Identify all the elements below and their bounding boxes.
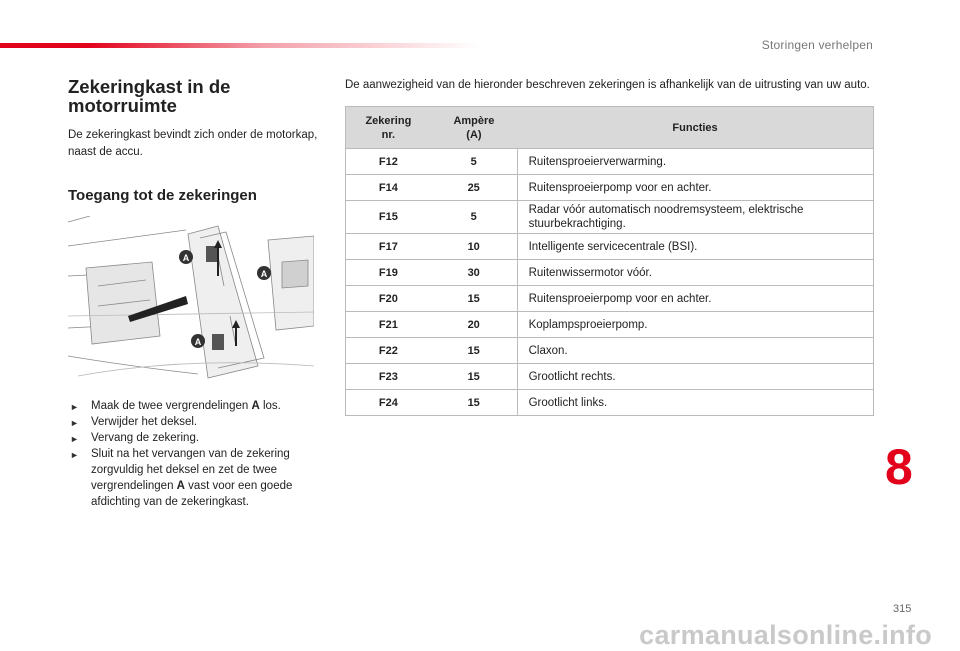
instruction-list bbox=[68, 398, 318, 510]
ampere-cell: 10 bbox=[431, 234, 517, 260]
page-title: Zekeringkast in de motorruimte bbox=[68, 76, 231, 116]
bullet-triangle-icon: ► bbox=[70, 450, 79, 460]
intro-text: De zekeringkast bevindt zich onder de motorkap, naast de accu. bbox=[68, 129, 318, 158]
ampere-cell: 15 bbox=[431, 364, 517, 390]
bullet-triangle-icon: ► bbox=[70, 402, 79, 412]
fuse-cell: F12 bbox=[346, 149, 431, 175]
table-row bbox=[346, 201, 874, 234]
table-row bbox=[346, 390, 874, 416]
label-a-text: A bbox=[194, 337, 202, 347]
fuse-cell: F19 bbox=[346, 260, 431, 286]
fuse-cell: F24 bbox=[346, 390, 431, 416]
step-item bbox=[68, 398, 318, 414]
step-text: Verwijder het deksel. bbox=[91, 416, 198, 428]
header-accent-bar bbox=[0, 43, 480, 48]
step-text: Vervang de zekering. bbox=[91, 432, 200, 444]
fuse-cell: F17 bbox=[346, 234, 431, 260]
table-row bbox=[346, 286, 874, 312]
step-item bbox=[68, 414, 318, 430]
step-text-after: vast voor een goede afdichting van de zekeringkast. bbox=[91, 480, 293, 508]
fuse-table bbox=[345, 106, 874, 416]
ampere-cell: 25 bbox=[431, 175, 517, 201]
fusebox-drawing bbox=[68, 216, 314, 388]
function-cell: Radar vóór automatisch noodremsysteem, elektrische stuurbekrachtiging. bbox=[517, 201, 873, 234]
header-fuse-number: Zekering nr. bbox=[346, 107, 431, 149]
table-header-row bbox=[346, 107, 874, 149]
table-row bbox=[346, 260, 874, 286]
function-cell: Grootlicht links. bbox=[517, 390, 873, 416]
fuse-cell: F14 bbox=[346, 175, 431, 201]
section-title: Storingen verhelpen bbox=[761, 38, 873, 52]
function-cell: Ruitensproeierpomp voor en achter. bbox=[517, 175, 873, 201]
fusebox-illustration bbox=[68, 216, 314, 388]
label-a-text: A bbox=[182, 253, 190, 263]
fuse-cell: F15 bbox=[346, 201, 431, 234]
step-bold: A bbox=[176, 480, 185, 492]
function-cell: Grootlicht rechts. bbox=[517, 364, 873, 390]
step-text: Maak de twee vergrendelingen bbox=[91, 400, 252, 412]
ampere-cell: 5 bbox=[431, 201, 517, 234]
fuse-cell: F23 bbox=[346, 364, 431, 390]
label-a-text: A bbox=[260, 269, 268, 279]
table-row bbox=[346, 234, 874, 260]
step-item bbox=[68, 430, 318, 446]
fuse-cell: F21 bbox=[346, 312, 431, 338]
function-cell: Intelligente servicecentrale (BSI). bbox=[517, 234, 873, 260]
subsection-title: Toegang tot de zekeringen bbox=[68, 187, 257, 204]
ampere-cell: 15 bbox=[431, 390, 517, 416]
table-row bbox=[346, 364, 874, 390]
function-cell: Claxon. bbox=[517, 338, 873, 364]
page-number: 315 bbox=[893, 603, 912, 615]
fuse-cell: F22 bbox=[346, 338, 431, 364]
step-item bbox=[68, 446, 318, 510]
ampere-cell: 20 bbox=[431, 312, 517, 338]
function-cell: Ruitensproeierverwarming. bbox=[517, 149, 873, 175]
step-bold: A bbox=[251, 400, 260, 412]
ampere-cell: 5 bbox=[431, 149, 517, 175]
fuse-cell: F20 bbox=[346, 286, 431, 312]
bullet-triangle-icon: ► bbox=[70, 418, 79, 428]
function-cell: Koplampsproeierpomp. bbox=[517, 312, 873, 338]
ampere-cell: 15 bbox=[431, 338, 517, 364]
table-row bbox=[346, 312, 874, 338]
table-intro: De aanwezigheid van de hieronder beschreven zekeringen is afhankelijk van de uitrusting van uw auto. bbox=[345, 79, 870, 91]
ampere-cell: 15 bbox=[431, 286, 517, 312]
step-text-after: los. bbox=[259, 400, 281, 412]
table-row bbox=[346, 338, 874, 364]
watermark: carmanualsonline.info bbox=[639, 620, 932, 650]
function-cell: Ruitensproeierpomp voor en achter. bbox=[517, 286, 873, 312]
function-cell: Ruitenwissermotor vóór. bbox=[517, 260, 873, 286]
step-text: Sluit na het vervangen van de zekering zorgvuldig het deksel en zet de twee vergrendelingen bbox=[91, 448, 290, 492]
table-row bbox=[346, 149, 874, 175]
header-functions: Functies bbox=[517, 107, 873, 149]
chapter-number: 8 bbox=[885, 439, 913, 495]
header-ampere: Ampère (A) bbox=[431, 107, 517, 149]
ampere-cell: 30 bbox=[431, 260, 517, 286]
table-row bbox=[346, 175, 874, 201]
bullet-triangle-icon: ► bbox=[70, 434, 79, 444]
